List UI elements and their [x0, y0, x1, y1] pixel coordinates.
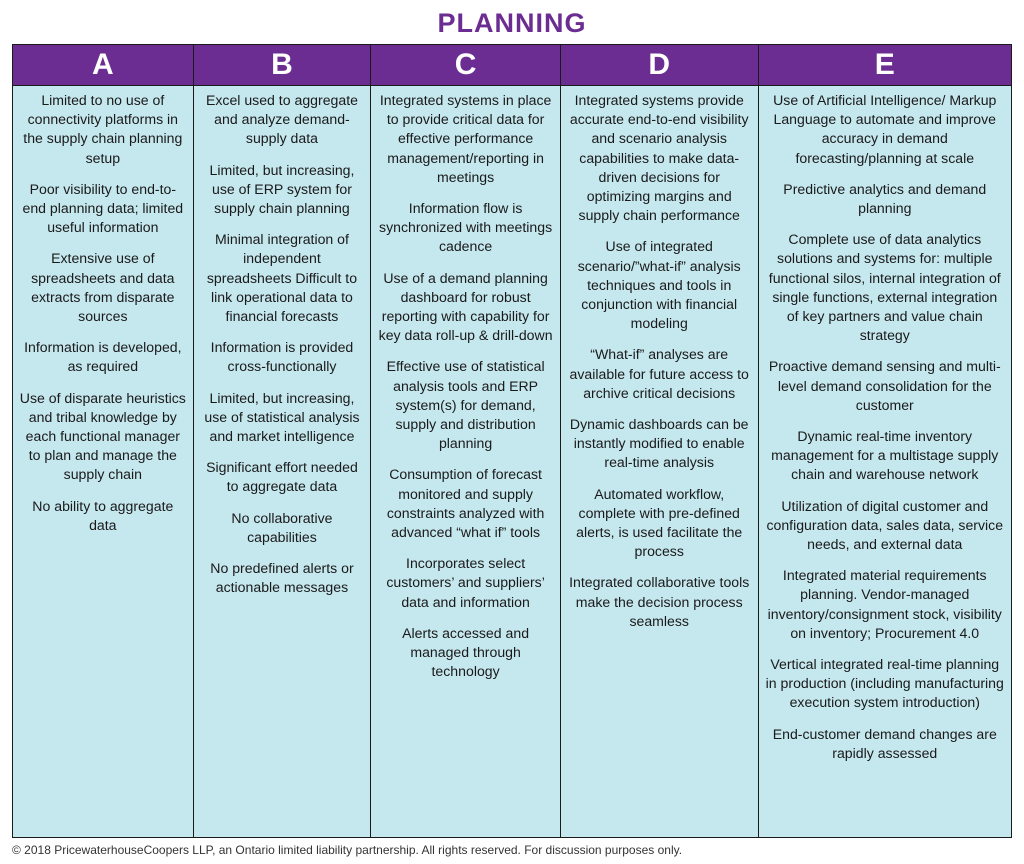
column-a-item: Poor visibility to end-to-end planning data; limited useful information: [22, 180, 184, 236]
column-b-item: Minimal integration of independent spreadsheets Difficult to link operational data to financial forecasts: [206, 231, 358, 325]
page-title: PLANNING: [437, 8, 587, 38]
column-d: [561, 45, 759, 837]
column-b-item: No predefined alerts or actionable messages: [210, 560, 354, 596]
column-e: [759, 45, 1011, 837]
column-b-body: [194, 86, 371, 837]
column-a-item: Limited to no use of connectivity platforms in the supply chain planning setup: [23, 92, 183, 166]
column-c: [371, 45, 561, 837]
copyright-footer: © 2018 PricewaterhouseCoopers LLP, an Ontario limited liability partnership. All rights reserved. For discussion purposes only.: [12, 843, 683, 857]
column-b-header: B: [194, 45, 371, 86]
column-d-item: “What-if” analyses are available for future access to archive critical decisions: [569, 346, 749, 401]
column-a-item: No ability to aggregate data: [32, 497, 174, 533]
column-e-body: [759, 86, 1011, 837]
column-a-item: Information is developed, as required: [24, 339, 182, 375]
column-e-item: Utilization of digital customer and configuration data, sales data, service needs, and external data: [766, 497, 1004, 553]
column-c-item: Alerts accessed and managed through technology: [402, 624, 530, 680]
column-d-header: D: [561, 45, 758, 86]
column-a-item: Extensive use of spreadsheets and data extracts from disparate sources: [31, 250, 175, 325]
column-a-item: Use of disparate heuristics and tribal knowledge by each functional manager to plan and manage the supply chain: [19, 389, 186, 483]
column-c-header: C: [371, 45, 560, 86]
column-c-item: Effective use of statistical analysis tools and ERP system(s) for demand, supply and distribution planning: [386, 358, 545, 452]
column-b-item: Significant effort needed to aggregate data: [206, 459, 358, 495]
column-d-item: Automated workflow, complete with pre-defined alerts, is used facilitate the process: [576, 485, 743, 560]
column-b-item: No collaborative capabilities: [231, 509, 333, 545]
column-d-item: Integrated systems provide accurate end-to-end visibility and scenario analysis capabilities to make data-driven decisions for optimizing margins and supply chain performance: [569, 92, 749, 224]
column-b-item: Information is provided cross-functionally: [210, 339, 354, 375]
column-e-item: Dynamic real-time inventory management for a multistage supply chain and warehouse network: [771, 428, 999, 483]
column-e-item: Complete use of data analytics solutions and systems for: multiple functional silos, internal integration of single functions, external integration of key partners and value chain strategy: [768, 231, 1001, 344]
column-d-item: Use of integrated scenario/”what-if” analysis techniques and tools in conjunction with financial modeling: [577, 238, 741, 332]
column-b-item: Limited, but increasing, use of ERP system for supply chain planning: [209, 161, 355, 217]
column-a: [13, 45, 194, 837]
column-b-item: Limited, but increasing, use of statistical analysis and market intelligence: [204, 389, 360, 445]
column-c-item: Incorporates select customers’ and suppliers’ data and information: [386, 555, 545, 610]
column-d-item: Dynamic dashboards can be instantly modified to enable real-time analysis: [569, 416, 749, 471]
column-b-item: Excel used to aggregate and analyze demand-supply data: [205, 92, 358, 147]
column-e-item: Use of Artificial Intelligence/ Markup Language to automate and improve accuracy in demand forecasting/planning at scale: [773, 92, 997, 166]
planning-matrix: [12, 44, 1012, 838]
column-e-header: E: [759, 45, 1011, 86]
column-c-item: Information flow is synchronized with meetings cadence: [379, 200, 553, 255]
column-d-body: [561, 86, 758, 837]
column-c-body: [371, 86, 560, 837]
column-c-item: Integrated systems in place to provide critical data for effective performance management/reporting in meetings: [379, 92, 552, 185]
column-e-item: Integrated material requirements planning. Vendor-managed inventory/consignment stock, visibility on inventory; Procurement 4.0: [767, 567, 1002, 641]
column-b: [194, 45, 372, 837]
column-e-item: Vertical integrated real-time planning in production (including manufacturing execution system introduction): [765, 656, 1004, 711]
column-e-item: Proactive demand sensing and multi-level demand consolidation for the customer: [768, 358, 1001, 413]
column-e-item: Predictive analytics and demand planning: [783, 180, 987, 217]
column-a-header: A: [13, 45, 193, 86]
column-e-item: End-customer demand changes are rapidly assessed: [772, 725, 997, 761]
column-c-item: Use of a demand planning dashboard for robust reporting with capability for key data roll-up & drill-down: [378, 269, 553, 344]
column-a-body: [13, 86, 193, 837]
column-c-item: Consumption of forecast monitored and supply constraints analyzed with advanced “what if” tools: [386, 466, 545, 541]
column-d-item: Integrated collaborative tools make the decision process seamless: [569, 574, 750, 629]
